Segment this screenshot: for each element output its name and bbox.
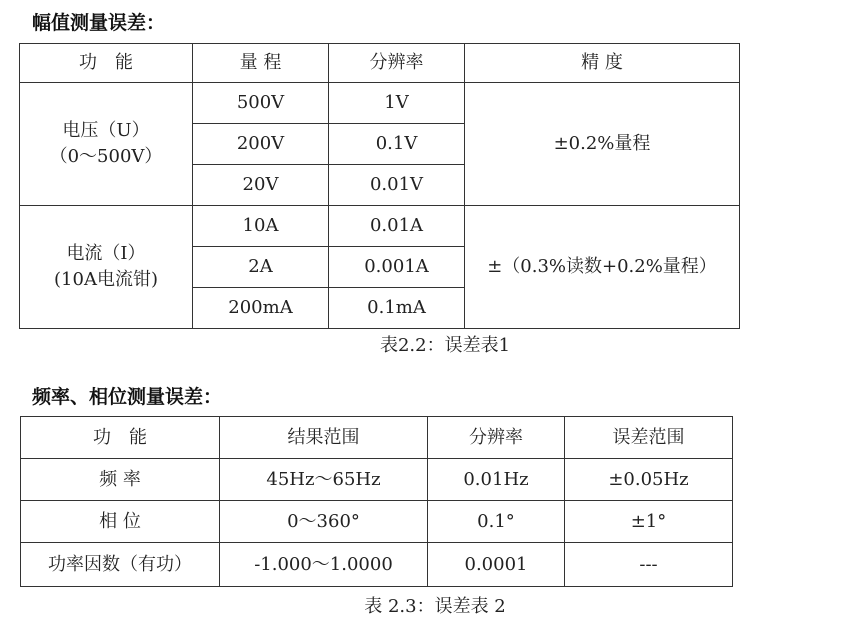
header-cell: 分辨率: [428, 417, 565, 459]
amplitude-error-table: [19, 43, 740, 329]
resolution-cell: 0.1V: [329, 124, 465, 165]
section1-heading: 幅值测量误差：: [32, 12, 166, 34]
resolution-cell: 0.0001: [428, 543, 565, 587]
function-cell: 功率因数（有功）: [21, 543, 220, 587]
resolution-cell: 0.01Hz: [428, 459, 565, 501]
resolution-cell: 0.01V: [329, 165, 465, 206]
resolution-cell: 0.1mA: [329, 288, 465, 329]
table-row: [20, 83, 740, 124]
function-label: 电压（U）: [62, 120, 150, 141]
resolution-cell: 0.1°: [428, 501, 565, 543]
header-cell: 量 程: [193, 44, 329, 83]
table-row: [21, 501, 733, 543]
table-row: [21, 543, 733, 587]
header-cell: 结果范围: [220, 417, 428, 459]
table-row: [21, 459, 733, 501]
header-cell: 分辨率: [329, 44, 465, 83]
table-row: [20, 206, 740, 247]
header-cell: 功 能: [20, 44, 193, 83]
function-cell: [20, 206, 193, 329]
resolution-cell: 0.01A: [329, 206, 465, 247]
accuracy-cell: ±0.2%量程: [465, 83, 740, 206]
result-range-cell: -1.000～1.0000: [220, 543, 428, 587]
table-header-row: [21, 417, 733, 459]
range-cell: 2A: [193, 247, 329, 288]
function-cell: 频 率: [21, 459, 220, 501]
range-cell: 10A: [193, 206, 329, 247]
section2-heading: 频率、相位测量误差：: [32, 386, 223, 408]
frequency-phase-error-table: [20, 416, 733, 587]
resolution-cell: 1V: [329, 83, 465, 124]
range-cell: 20V: [193, 165, 329, 206]
error-range-cell: ---: [565, 543, 733, 587]
table-caption-1: 表2.2：误差表1: [379, 335, 511, 356]
header-cell: 误差范围: [565, 417, 733, 459]
result-range-cell: 0～360°: [220, 501, 428, 543]
resolution-cell: 0.001A: [329, 247, 465, 288]
table-caption-2: 表 2.3：误差表 2: [364, 596, 506, 617]
header-cell: 精 度: [465, 44, 740, 83]
function-cell: [20, 83, 193, 206]
function-range: (10A电流钳): [54, 269, 158, 290]
function-label: 电流（I）: [66, 243, 146, 264]
error-range-cell: ±1°: [565, 501, 733, 543]
table-header-row: [20, 44, 740, 83]
range-cell: 200V: [193, 124, 329, 165]
accuracy-cell: ±（0.3%读数+0.2%量程）: [465, 206, 740, 329]
error-range-cell: ±0.05Hz: [565, 459, 733, 501]
range-cell: 200mA: [193, 288, 329, 329]
result-range-cell: 45Hz～65Hz: [220, 459, 428, 501]
function-range: （0～500V）: [49, 146, 163, 167]
header-cell: 功 能: [21, 417, 220, 459]
function-cell: 相 位: [21, 501, 220, 543]
range-cell: 500V: [193, 83, 329, 124]
